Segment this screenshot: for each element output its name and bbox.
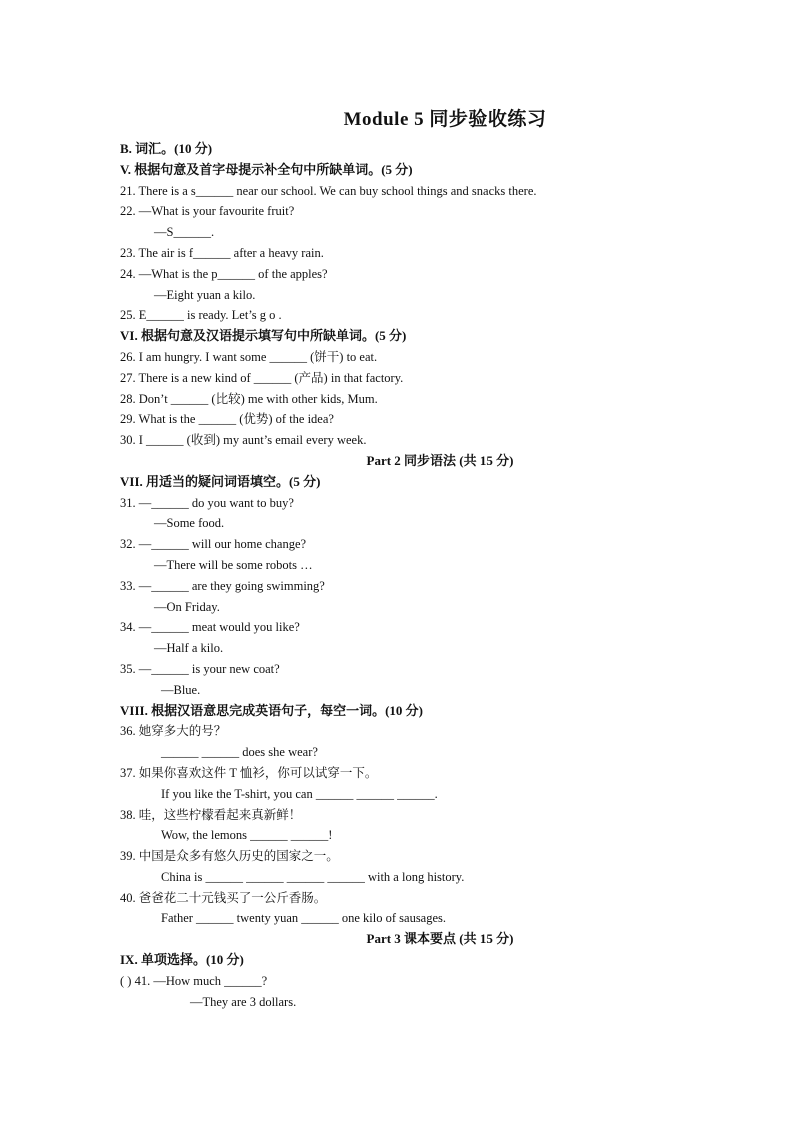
exercise-line: 30. I ______ (收到) my aunt’s email every week. [120,433,367,448]
exercise-line: If you like the T-shirt, you can ______ ______ ______. [161,786,438,801]
section-heading: Part 2 同步语法 (共 15 分) [366,452,514,468]
exercise-line: 24. —What is the p______ of the apples? [120,266,328,281]
exercise-line: 39. 中国是众多有悠久历史的国家之一。 [120,849,339,864]
exercise-line: 40. 爸爸花二十元钱买了一公斤香肠。 [120,890,327,905]
exercise-lines [120,139,720,1012]
exercise-line: 22. —What is your favourite fruit? [120,204,295,219]
exercise-line: —Some food. [154,516,225,531]
section-heading: Part 3 课本要点 (共 15 分) [366,931,514,947]
exercise-line: 38. 哇，这些柠檬看起来真新鲜！ [120,807,302,822]
exercise-line: 37. 如果你喜欢这件 T 恤衫，你可以试穿一下。 [120,765,378,780]
exercise-line: 21. There is a s______ near our school. We can buy school things and snacks there. [120,183,537,198]
exercise-line: 27. There is a new kind of ______ (产品) in that factory. [120,370,404,385]
exercise-line: 26. I am hungry. I want some ______ (饼干) to eat. [120,349,378,364]
section-heading: B. 词汇。(10 分) [120,141,213,156]
exercise-line: —On Friday. [154,599,220,614]
exercise-line: 29. What is the ______ (优势) of the idea? [120,412,334,427]
exercise-line: 34. —______ meat would you like? [120,620,300,635]
exercise-line: 36. 她穿多大的号？ [120,724,227,739]
exercise-line: 33. —______ are they going swimming? [120,578,325,593]
section-heading: VI. 根据句意及汉语提示填写句中所缺单词。(5 分) [120,328,407,344]
exercise-line: Father ______ twenty yuan ______ one kilo of sausages. [161,911,447,926]
section-heading: V. 根据句意及首字母提示补全句中所缺单词。(5 分) [120,161,413,177]
section-heading: VII. 用适当的疑问词语填空。(5 分) [120,473,321,489]
exercise-line: —Half a kilo. [154,641,224,656]
exercise-line: —They are 3 dollars. [190,994,297,1009]
exercise-line: 23. The air is f______ after a heavy rain. [120,245,324,260]
exercise-line: —Eight yuan a kilo. [154,287,256,302]
exercise-line: ( ) 41. —How much ______? [120,973,268,988]
exercise-line: 32. —______ will our home change? [120,537,307,552]
exercise-line: 35. —______ is your new coat? [120,661,280,676]
exercise-line: China is ______ ______ ______ ______ with a long history. [161,869,465,884]
exercise-line: —There will be some robots … [154,557,313,572]
page-title: Module 5 同步验收练习 [343,109,547,130]
exercise-line: —S______. [154,225,215,240]
section-heading: VIII. 根据汉语意思完成英语句子，每空一词。(10 分) [120,702,423,718]
worksheet-page [120,104,720,1012]
exercise-line: Wow, the lemons ______ ______! [161,828,333,843]
section-heading: IX. 单项选择。(10 分) [120,952,244,968]
exercise-line: 25. E______ is ready. Let’s g o . [120,308,282,323]
exercise-line: ______ ______ does she wear? [161,745,318,760]
exercise-line: —Blue. [161,682,201,697]
exercise-line: 31. —______ do you want to buy? [120,495,294,510]
exercise-line: 28. Don’t ______ (比较) me with other kids, Mum. [120,391,378,406]
